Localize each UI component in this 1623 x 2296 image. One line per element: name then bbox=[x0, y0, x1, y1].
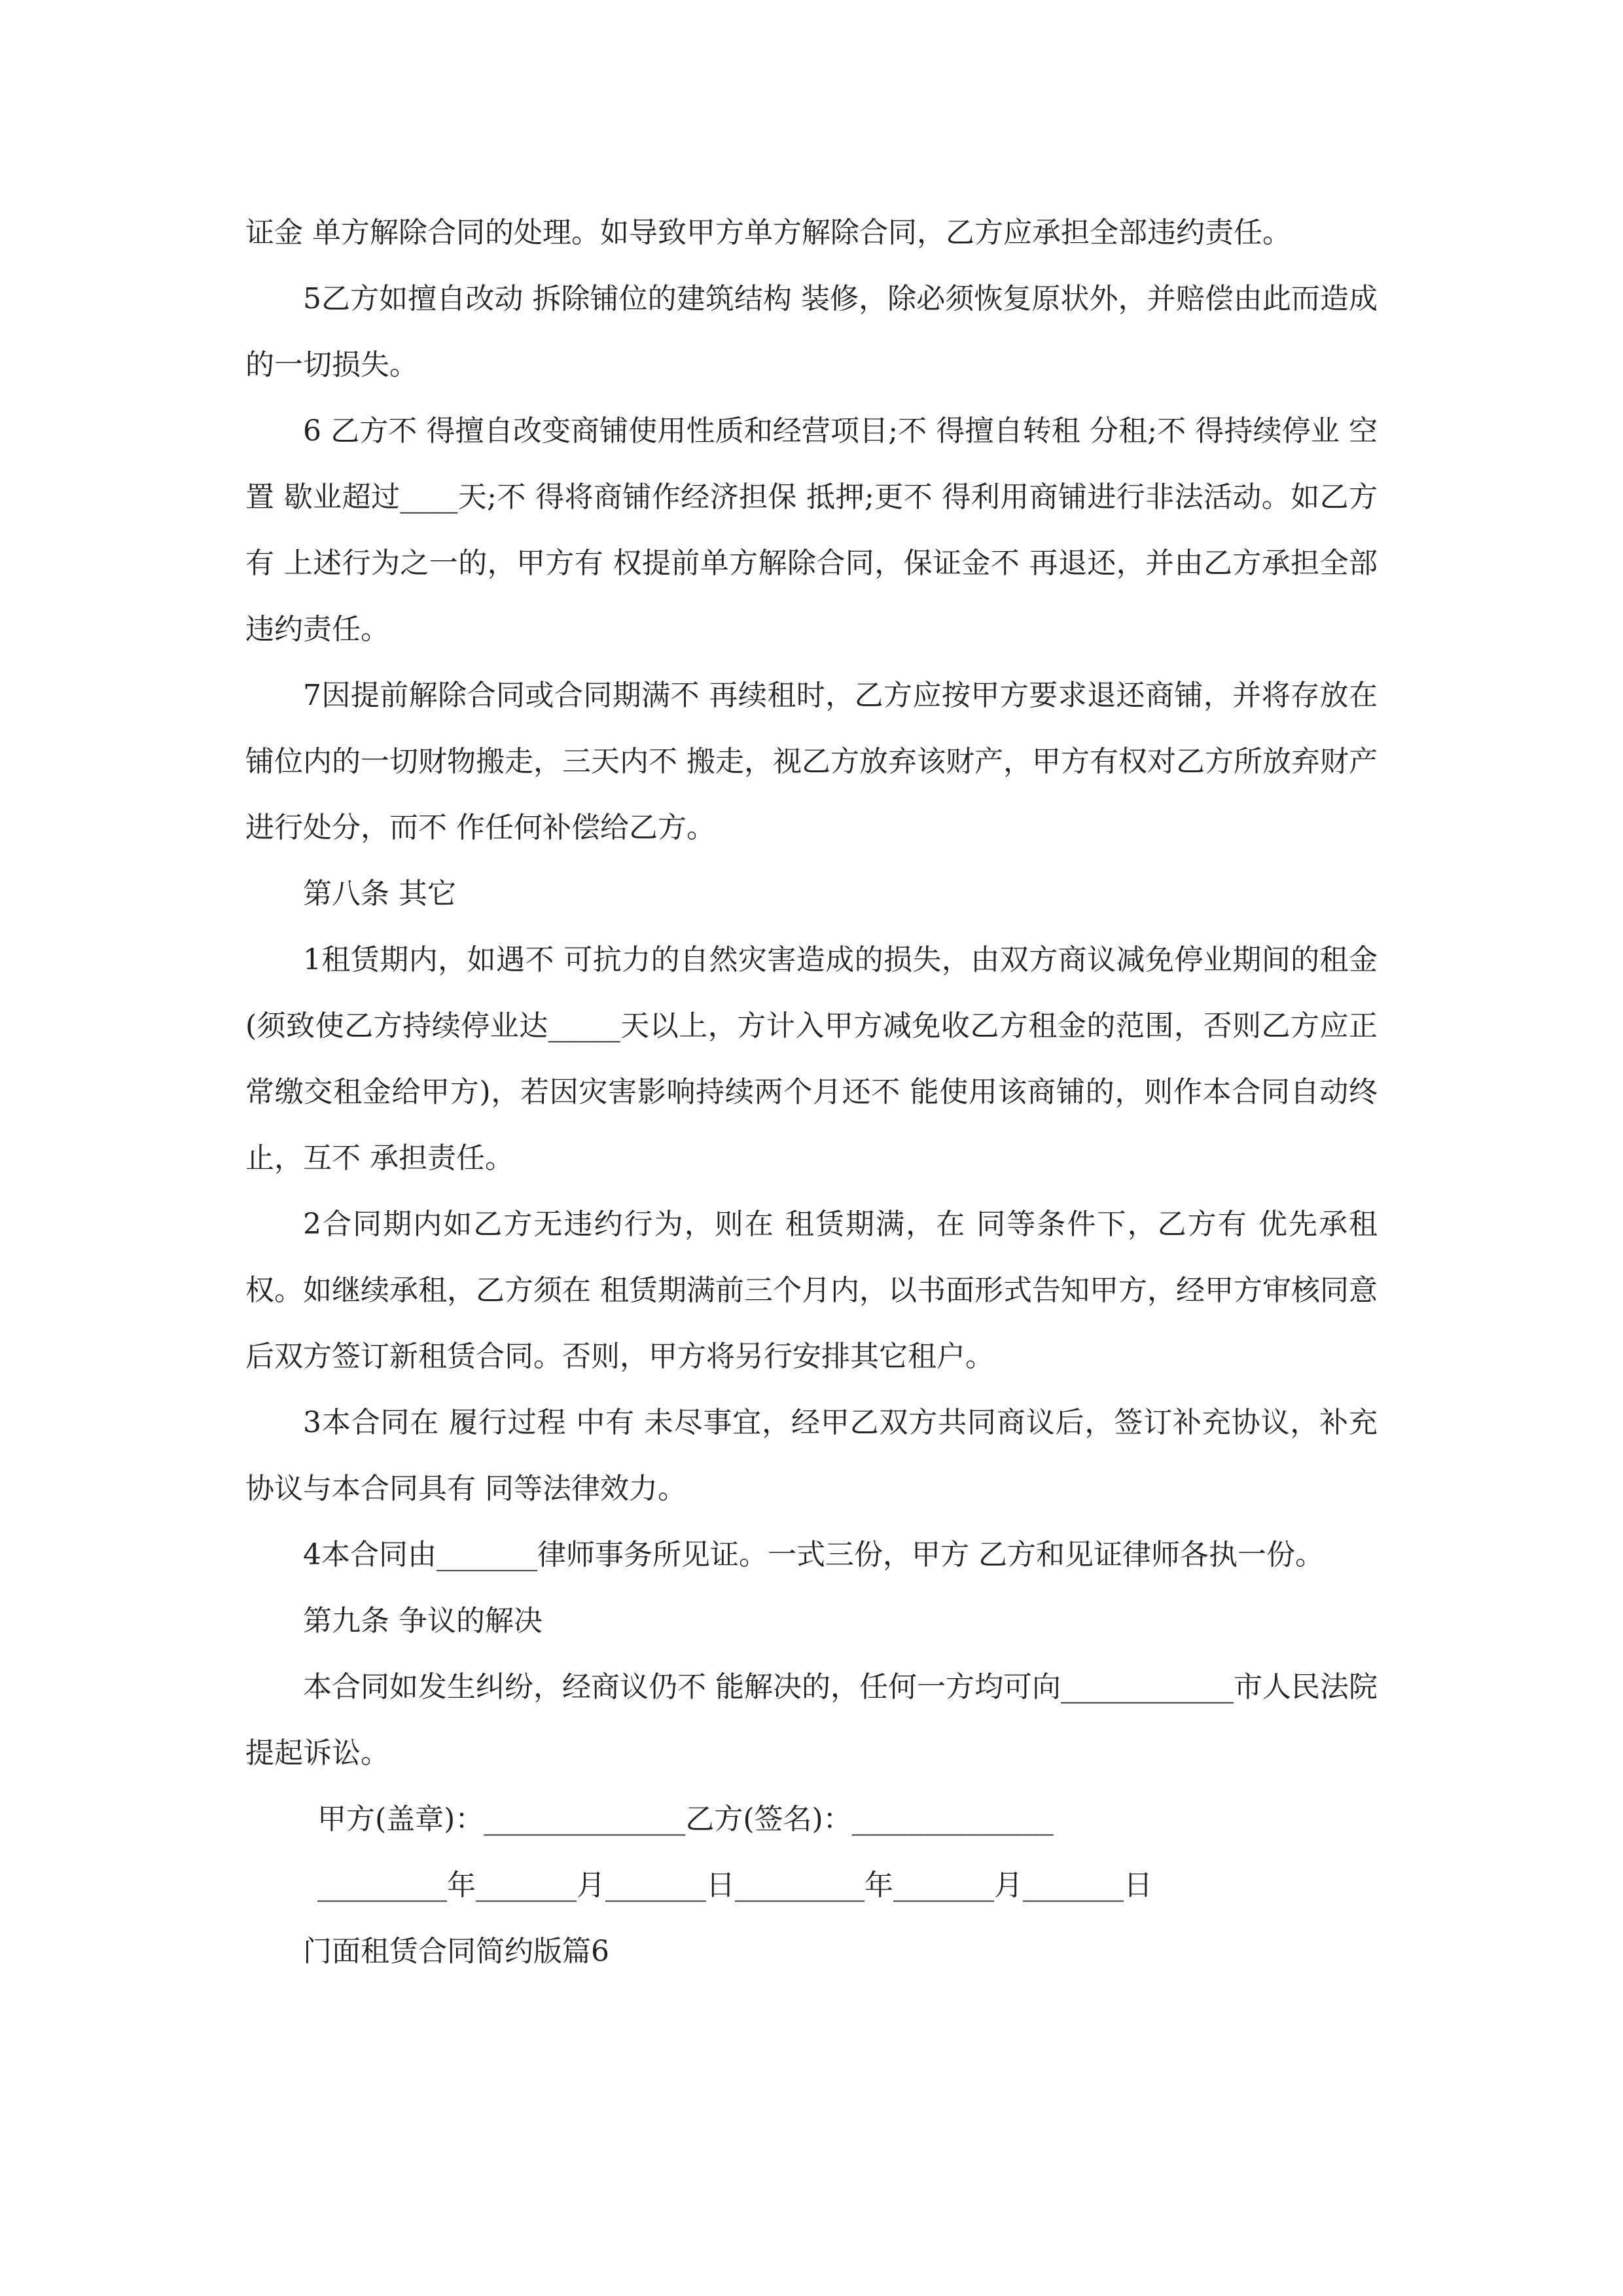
party-a-day-blank: _______ bbox=[605, 1869, 706, 1902]
clause-7-6: 6 乙方不 得擅自改变商铺使用性质和经营项目;不 得擅自转租 分租;不 得持续停业 空置 歇业超过____天;不 得将商铺作经济担保 抵押;更不 得利用商铺进行非法活动。如乙方有 上述行为之一的，甲方有 权提前单方解除合同，保证金不 再退还，并由乙方承担全部违约责任。 bbox=[245, 414, 1378, 646]
party-b-month-label: 月 bbox=[994, 1869, 1023, 1902]
date-line bbox=[245, 1852, 1378, 1918]
clause-8-1: 1租赁期内，如遇不 可抗力的自然灾害造成的损失，由双方商议减免停业期间的租金(须致使乙方持续停业达_____天以上，方计入甲方减免收乙方租金的范围，否则乙方应正常缴交租金给甲方)，若因灾害影响持续两个月还不 能使用该商铺的，则作本合同自动终止，互不 承担责任。 bbox=[245, 943, 1378, 1175]
party-b-year-blank: _________ bbox=[735, 1869, 865, 1902]
party-a-day-label: 日 bbox=[706, 1869, 735, 1902]
party-b-year-label: 年 bbox=[865, 1869, 893, 1902]
party-b-signature-blank: ______________ bbox=[851, 1803, 1054, 1836]
party-b-day-blank: _______ bbox=[1023, 1869, 1124, 1902]
clause-7-7: 7因提前解除合同或合同期满不 再续租时，乙方应按甲方要求退还商铺，并将存放在 铺位内的一切财物搬走，三天内不 搬走，视乙方放弃该财产，甲方有权对乙方所放弃财产进行处分，而不 作任何补偿给乙方。 bbox=[245, 679, 1378, 844]
clause-8-3: 3本合同在 履行过程 中有 未尽事宜，经甲乙双方共同商议后，签订补充协议，补充协议与本合同具有 同等法律效力。 bbox=[245, 1406, 1378, 1505]
party-b-label: 乙方(签名)： bbox=[685, 1803, 852, 1836]
party-a-month-label: 月 bbox=[577, 1869, 605, 1902]
party-b-month-blank: _______ bbox=[893, 1869, 994, 1902]
party-a-year-blank: _________ bbox=[317, 1869, 447, 1902]
party-b-day-label: 日 bbox=[1124, 1869, 1152, 1902]
document-body bbox=[245, 200, 1378, 1984]
party-a-signature-blank: ______________ bbox=[484, 1803, 686, 1836]
clause-8-4: 4本合同由_______律师事务所见证。一式三份，甲方 乙方和见证律师各执一份。 bbox=[303, 1538, 1324, 1571]
next-section-title: 门面租赁合同简约版篇6 bbox=[303, 1935, 609, 1968]
party-a-year-label: 年 bbox=[447, 1869, 476, 1902]
paragraph-deposit-tail: 证金 单方解除合同的处理。如导致甲方单方解除合同，乙方应承担全部违约责任。 bbox=[245, 216, 1291, 249]
clause-9-body: 本合同如发生纠纷，经商议仍不 能解决的，任何一方均可向____________市人民法院提起诉讼。 bbox=[245, 1670, 1378, 1770]
clause-7-5: 5乙方如擅自改动 拆除铺位的建筑结构 装修，除必须恢复原状外，并赔偿由此而造成的一切损失。 bbox=[245, 282, 1378, 382]
party-a-month-blank: _______ bbox=[476, 1869, 577, 1902]
article-9-title: 第九条 争议的解决 bbox=[303, 1604, 543, 1638]
party-a-label: 甲方(盖章)： bbox=[317, 1803, 484, 1836]
article-8-title: 第八条 其它 bbox=[303, 877, 456, 910]
clause-8-2: 2合同期内如乙方无违约行为，则在 租赁期满，在 同等条件下，乙方有 优先承租权。如继续承租，乙方须在 租赁期满前三个月内，以书面形式告知甲方，经甲方审核同意后双方签订新租赁合同。否则，甲方将另行安排其它租户。 bbox=[245, 1208, 1378, 1373]
signature-line bbox=[245, 1786, 1378, 1852]
